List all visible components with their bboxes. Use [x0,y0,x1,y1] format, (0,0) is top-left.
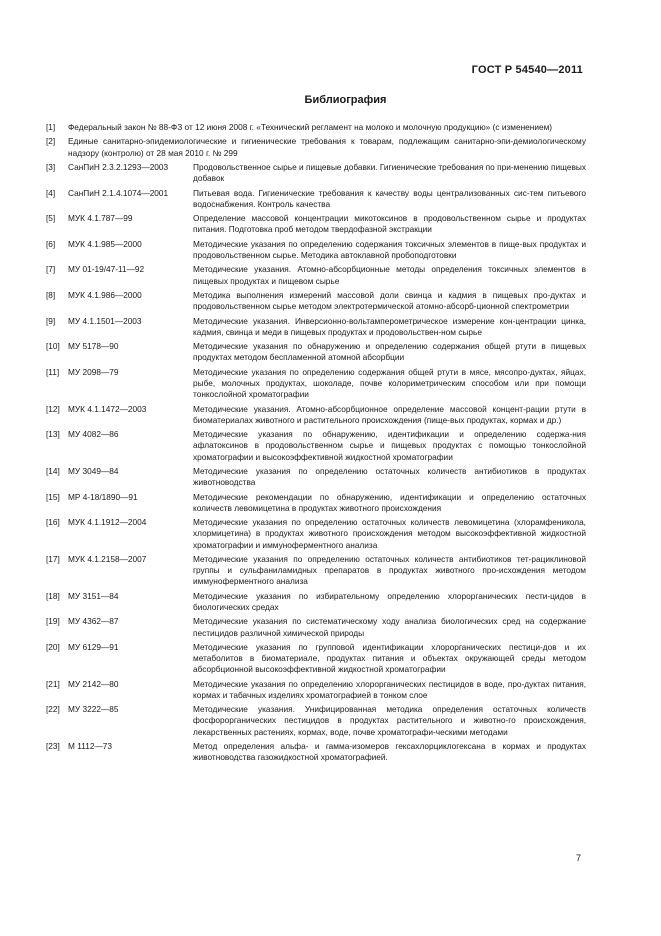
entry-number: [5] [46,213,56,224]
entry-number: [22] [46,704,60,715]
entry-number: [16] [46,517,60,528]
entry-code: СанПиН 2.3.2.1293—2003 [68,161,169,172]
bibliography-entry [46,591,586,613]
bibliography-entry [46,492,586,514]
bibliography-entry [46,367,586,401]
entry-description: Методические указания по систематическому ходу анализа биологических сред на содержание пестицидов различной химической природы [193,616,586,638]
entry-number: [13] [46,429,60,440]
entry-code: МУК 4.1.2158—2007 [68,553,147,564]
entry-description: Определение массовой концентрации микотоксинов в продовольственном сырье и продуктах питания. Подготовка проб методом твердофазной экстракции [193,213,586,235]
entry-description: Метод определения альфа- и гамма-изомеров гексахлорциклогексана в кормах и продуктах животноводства газожидкостной хроматографией. [193,741,586,763]
bibliography-entry [46,679,586,701]
entry-description: Продовольственное сырье и пищевые добавки. Гигиенические требования по при-менению пищевых добавок [193,161,586,184]
bibliography-entry [46,239,586,261]
bibliography-entry [46,188,586,210]
entry-number: [6] [46,238,56,249]
entry-code: МУ 4362—87 [68,616,119,627]
entry-description: Методические указания по определению хлорорганических пестицидов в воде, про-дуктах питания, кормах и табачных изделиях хроматографией в тонком слое [193,678,586,700]
entry-description: Федеральный закон № 88-ФЗ от 12 июня 2008 г. «Технический регламент на молоко и молочную продукцию» (с изменением) [68,122,553,132]
entry-number: [20] [46,641,60,652]
entry-number: [18] [46,590,60,601]
entry-number: [21] [46,678,60,689]
entry-code: МУ 3222—85 [68,704,119,715]
entry-description: Методические указания по избирательному определению хлорорганических пести-цидов в биологических средах [193,590,586,612]
entry-description: Методика выполнения измерений массовой доли свинца и кадмия в пищевых про-дуктах и продовольственном сырье методом электротермической атомно-абсорб-ционной спектрометрии [193,289,586,312]
bibliography-entry [46,704,586,738]
entry-description: Методические указания по обнаружению и определению содержания общей ртути в пищевых продуктах методом беспламенной атомной абсорбции [193,341,586,363]
entry-number: [4] [46,187,56,198]
page-title: Библиография [304,94,387,106]
entry-number: [19] [46,616,60,627]
entry-code: МУ 2098—79 [68,366,119,377]
entry-description: Методические указания по групповой идентификации хлорорганических пестици-дов и их метаболитов в биоматериале, продуктах питания и объектах окружающей среды методом абсорбционной высокоэффективной жидкостной хроматографии [193,641,586,675]
entry-description: Методические указания по определению остаточных количеств антибиотиков в продуктах животноводства [193,465,586,488]
bibliography-entry [46,136,586,158]
entry-code: МУ 5178—90 [68,341,119,352]
bibliography-entry [46,122,586,133]
bibliography-entry [46,517,586,551]
bibliography-entry [46,162,586,184]
entry-number: [10] [46,341,60,352]
entry-code: МР 4-18/1890—91 [68,491,138,502]
entry-code: МУК 4.1.787—99 [68,213,133,224]
entry-code: МУ 3151—84 [68,590,119,601]
entry-description: Единые санитарно-эпидемиологические и гигиенические требования к товарам, подлежащим санитарно-эпи-демиологическому надзору (контролю) от 28 мая 2010 г. № 299 [68,136,586,158]
entry-code: МУ 4082—86 [68,429,119,440]
entry-description: Питьевая вода. Гигиенические требования к качеству воды централизованных сис-тем питьевого водоснабжения. Контроль качества [193,187,586,209]
entry-code: МУ 4.1.1501—2003 [68,315,142,326]
entry-number: [1] [46,122,56,132]
bibliography-entry [46,616,586,638]
entry-code: МУ 3049—84 [68,465,119,476]
entry-number: [8] [46,289,56,300]
entry-number: [9] [46,315,56,326]
bibliography-entry [46,429,586,463]
entry-code: МУК 4.1.986—2000 [68,289,142,300]
bibliography-entry [46,554,586,588]
entry-number: [15] [46,491,60,502]
entry-code: МУК 4.1.985—2000 [68,238,142,249]
bibliography-entry [46,213,586,235]
entry-number: [3] [46,161,56,172]
entry-description: Методические указания по определению содержания общей ртути в мясе, мясопро-дуктах, яйцах, рыбе, молочных продуктах, шоколаде, почве колориметрическим способом или при помощи тонкослойной хроматографии [193,366,586,400]
bibliography-entry [46,341,586,363]
entry-code: МУ 01-19/47-11—92 [68,264,145,275]
page-number: 7 [575,853,581,863]
bibliography-entry [46,404,586,426]
entry-number: [17] [46,553,60,564]
entry-code: МУ 2142—80 [68,678,119,689]
entry-code: МУК 4.1.1472—2003 [68,403,147,414]
entry-description: Методические указания. Унифицированная методика определения остаточных количеств фосфорорганических пестицидов в продуктах растительного и животно-го происхождения, лекарственных растениях, кормах, воде, почве хроматографи-ческими методами [193,704,586,737]
bibliography-entry [46,290,586,312]
entry-description: Методические рекомендации по обнаружению, идентификации и определению остаточных количеств левомицетина в продуктах животного происхождения [193,491,586,513]
entry-code: МУК 4.1.1912—2004 [68,517,147,528]
entry-description: Методические указания по обнаружению, идентификации и определению содержа-ния афлатоксинов в продовольственном сырье и пищевых продуктах с помощью тонкослойной хроматографии и высокоэффективной жидкостной хроматографии [193,429,586,462]
entry-description: Методические указания. Атомно-абсорбционное определение массовой концент-рации ртути в биоматериалах животного и растительного происхождения (пище-вых продуктах, кормах и др.) [193,403,586,425]
bibliography-entry [46,466,586,488]
document-code: ГОСТ Р 54540—2011 [471,64,583,76]
entry-description: Методические указания по определению содержания токсичных элементов в пище-вых продуктах и продовольственном сырье. Методика автоклавной пробоподготовки [193,238,586,260]
bibliography-entry [46,264,586,286]
entry-number: [11] [46,366,60,377]
entry-description: Методические указания. Атомно-абсорбционные методы определения токсичных элементов в пищевых продуктах и пищевом сырье [193,264,586,286]
entry-number: [7] [46,264,56,275]
bibliography-entry [46,642,586,676]
entry-code: СанПиН 2.1.4.1074—2001 [68,187,169,198]
entry-description: Методические указания по определению остаточных количеств антибиотиков тет-рациклиновой группы и сульфаниламидных препаратов в продуктах животного про-исхождения методом иммуноферментного анализа [193,553,586,587]
entry-code: М 1112—73 [68,741,112,752]
entry-number: [2] [46,136,56,147]
entry-number: [12] [46,403,60,414]
entry-description: Методические указания. Инверсионно-вольтамперометрическое измерение кон-центрации цинка, кадмия, свинца и меди в пищевых продуктах и продовольствен-ном сырье [193,315,586,337]
bibliography-list [46,122,586,767]
entry-code: МУ 6129—91 [68,641,119,652]
entry-number: [23] [46,741,60,752]
bibliography-entry [46,316,586,338]
bibliography-entry [46,741,586,763]
entry-description: Методические указания по определению остаточных количеств левомицетина (хлорамфеникола, хлормицетина) в продуктах животного происхождения методом высокоэффективной жидкостной хроматографии и иммуноферментного анализа [193,517,586,550]
entry-number: [14] [46,465,60,476]
